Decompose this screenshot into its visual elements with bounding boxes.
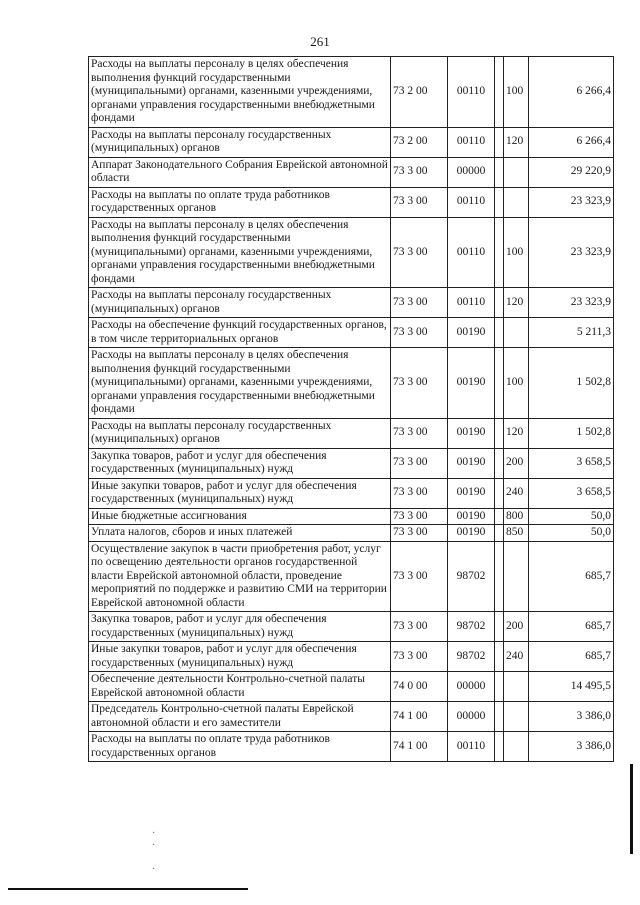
table-row [89,478,614,508]
row-amount: 3 386,0 [529,702,614,732]
table-row [89,288,614,318]
row-description: Расходы на выплаты по оплате труда работников государственных органов [89,187,391,217]
row-spacer-cell [495,348,504,419]
row-spacer-cell [495,508,504,525]
row-expense-type: 850 [504,525,529,542]
budget-table-body [89,57,614,762]
row-expense-code: 98702 [448,612,495,642]
row-section-code: 74 1 00 [391,702,448,732]
row-description: Иные закупки товаров, работ и услуг для обеспечения государственных (муниципальных) нужд [89,478,391,508]
table-row [89,448,614,478]
row-spacer-cell [495,288,504,318]
row-expense-type: 100 [504,217,529,288]
row-description: Расходы на выплаты по оплате труда работников государственных органов [89,732,391,762]
row-amount: 50,0 [529,525,614,542]
row-description: Закупка товаров, работ и услуг для обеспечения государственных (муниципальных) нужд [89,612,391,642]
row-expense-type: 100 [504,57,529,128]
row-amount: 6 266,4 [529,57,614,128]
row-section-code: 73 3 00 [391,525,448,542]
row-spacer-cell [495,318,504,348]
row-section-code: 73 3 00 [391,217,448,288]
row-section-code: 73 3 00 [391,541,448,612]
row-section-code: 73 3 00 [391,612,448,642]
page-number: 261 [310,34,330,49]
row-expense-code: 98702 [448,642,495,672]
row-amount: 1 502,8 [529,418,614,448]
row-expense-type: 800 [504,508,529,525]
row-section-code: 73 3 00 [391,508,448,525]
row-amount: 685,7 [529,642,614,672]
row-spacer-cell [495,672,504,702]
row-description: Расходы на выплаты персоналу в целях обеспечения выполнения функций государственными (муниципальными) органами, казенными учреждениями, органами управления государственными внебюджетными фондами [89,348,391,419]
row-expense-code: 00110 [448,127,495,157]
row-description: Расходы на выплаты персоналу государственных (муниципальных) органов [89,127,391,157]
table-row [89,127,614,157]
row-section-code: 74 1 00 [391,732,448,762]
row-spacer-cell [495,478,504,508]
row-amount: 29 220,9 [529,157,614,187]
row-amount: 50,0 [529,508,614,525]
row-expense-code: 00110 [448,217,495,288]
row-expense-code: 00190 [448,508,495,525]
row-spacer-cell [495,187,504,217]
row-description: Иные бюджетные ассигнования [89,508,391,525]
row-amount: 5 211,3 [529,318,614,348]
row-amount: 14 495,5 [529,672,614,702]
row-description: Расходы на выплаты персоналу государственных (муниципальных) органов [89,418,391,448]
row-expense-code: 00190 [448,525,495,542]
scan-line-bottom [8,888,248,890]
row-expense-type: 240 [504,478,529,508]
row-amount: 3 386,0 [529,732,614,762]
scan-specks: · · · [152,828,156,875]
row-expense-type [504,318,529,348]
row-description: Расходы на выплаты персоналу в целях обеспечения выполнения функций государственными (муниципальными) органами, казенными учреждениями, органами управления государственными внебюджетными фондами [89,217,391,288]
row-expense-type: 120 [504,418,529,448]
row-section-code: 73 3 00 [391,418,448,448]
row-spacer-cell [495,642,504,672]
row-description: Закупка товаров, работ и услуг для обеспечения государственных (муниципальных) нужд [89,448,391,478]
row-section-code: 73 3 00 [391,318,448,348]
row-expense-code: 00000 [448,672,495,702]
row-expense-code: 00190 [448,348,495,419]
row-expense-type: 200 [504,612,529,642]
row-expense-code: 00000 [448,702,495,732]
row-expense-type: 120 [504,288,529,318]
row-description: Уплата налогов, сборов и иных платежей [89,525,391,542]
row-amount: 685,7 [529,541,614,612]
row-expense-type [504,672,529,702]
row-expense-type: 200 [504,448,529,478]
row-section-code: 73 3 00 [391,187,448,217]
row-expense-code: 00110 [448,288,495,318]
row-section-code: 73 2 00 [391,57,448,128]
table-row [89,318,614,348]
row-expense-type [504,732,529,762]
row-expense-type [504,187,529,217]
row-spacer-cell [495,217,504,288]
row-description: Обеспечение деятельности Контрольно-счетной палаты Еврейской автономной области [89,672,391,702]
row-section-code: 73 3 00 [391,448,448,478]
row-description: Аппарат Законодательного Собрания Еврейской автономной области [89,157,391,187]
scan-mark-right [630,764,633,854]
row-spacer-cell [495,612,504,642]
row-description: Председатель Контрольно-счетной палаты Еврейской автономной области и его заместители [89,702,391,732]
row-description: Иные закупки товаров, работ и услуг для обеспечения государственных (муниципальных) нужд [89,642,391,672]
row-expense-code: 00190 [448,318,495,348]
row-spacer-cell [495,127,504,157]
row-spacer-cell [495,448,504,478]
row-section-code: 73 3 00 [391,288,448,318]
row-amount: 685,7 [529,612,614,642]
table-row [89,508,614,525]
row-amount: 3 658,5 [529,448,614,478]
row-spacer-cell [495,541,504,612]
table-row [89,217,614,288]
row-expense-code: 00110 [448,732,495,762]
row-section-code: 73 2 00 [391,127,448,157]
table-row [89,702,614,732]
row-description: Расходы на обеспечение функций государственных органов, в том числе территориальных органов [89,318,391,348]
row-spacer-cell [495,418,504,448]
table-row [89,187,614,217]
row-section-code: 74 0 00 [391,672,448,702]
row-description: Расходы на выплаты персоналу государственных (муниципальных) органов [89,288,391,318]
row-section-code: 73 3 00 [391,642,448,672]
row-expense-code: 00110 [448,57,495,128]
row-expense-type: 240 [504,642,529,672]
row-amount: 6 266,4 [529,127,614,157]
row-spacer-cell [495,525,504,542]
table-row [89,612,614,642]
row-expense-type [504,541,529,612]
row-description: Расходы на выплаты персоналу в целях обеспечения выполнения функций государственными (муниципальными) органами, казенными учреждениями, органами управления государственными внебюджетными фондами [89,57,391,128]
row-spacer-cell [495,732,504,762]
row-expense-code: 00190 [448,418,495,448]
row-expense-code: 98702 [448,541,495,612]
row-spacer-cell [495,157,504,187]
row-spacer-cell [495,57,504,128]
row-amount: 1 502,8 [529,348,614,419]
table-row [89,672,614,702]
row-amount: 3 658,5 [529,478,614,508]
row-expense-code: 00110 [448,187,495,217]
row-section-code: 73 3 00 [391,348,448,419]
row-amount: 23 323,9 [529,288,614,318]
budget-table [88,56,614,762]
row-section-code: 73 3 00 [391,478,448,508]
row-description: Осуществление закупок в части приобретения работ, услуг по освещению деятельности органов государственной власти Еврейской автономной области, проведение мероприятий по поддержке и развитию СМИ на территории Еврейской автономной области [89,541,391,612]
table-row [89,642,614,672]
table-row [89,57,614,128]
row-spacer-cell [495,702,504,732]
row-expense-type [504,702,529,732]
row-section-code: 73 3 00 [391,157,448,187]
table-row [89,348,614,419]
row-amount: 23 323,9 [529,187,614,217]
row-expense-code: 00190 [448,448,495,478]
table-row [89,525,614,542]
row-expense-type: 100 [504,348,529,419]
table-row [89,732,614,762]
row-amount: 23 323,9 [529,217,614,288]
row-expense-code: 00190 [448,478,495,508]
table-row [89,418,614,448]
table-row [89,157,614,187]
row-expense-code: 00000 [448,157,495,187]
row-expense-type [504,157,529,187]
table-row [89,541,614,612]
row-expense-type: 120 [504,127,529,157]
